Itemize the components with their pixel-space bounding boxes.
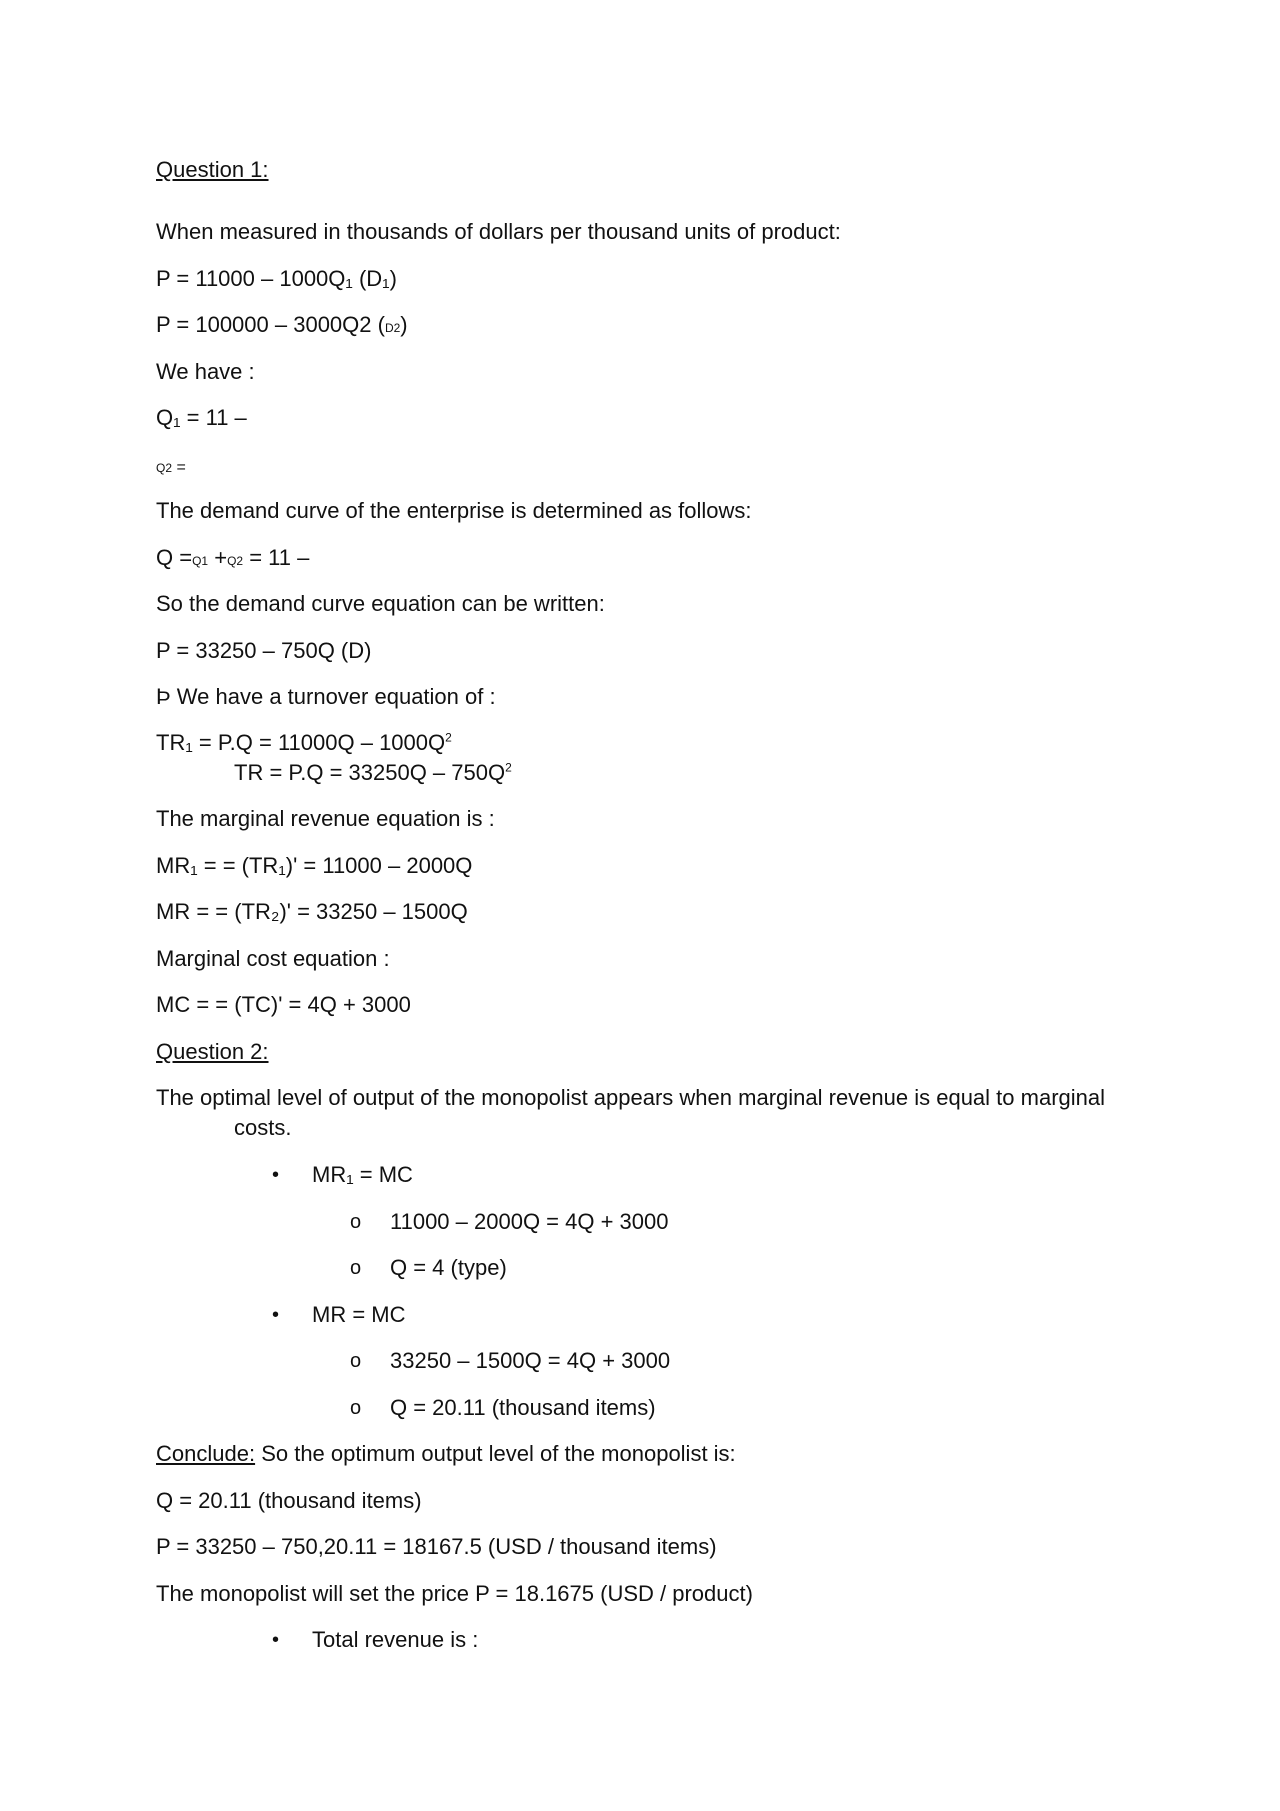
conclude-label: Conclude:	[156, 1441, 256, 1466]
bullet-mr-mc: MR = MC	[312, 1302, 406, 1327]
bullet-icon: •	[272, 1164, 280, 1186]
question-2-heading: Question 2:	[156, 1039, 269, 1064]
marginal-cost-intro: Marginal cost equation :	[156, 946, 390, 971]
demand-equation-d1: P = 11000 – 1000Q₁ (D₁)	[156, 266, 397, 291]
q2-equation: Q2 =	[156, 459, 186, 476]
sub-bullet-q-result: Q = 20.11 (thousand items)	[390, 1395, 656, 1420]
sub-bullet-icon: o	[350, 1350, 362, 1372]
demand-equation-d2: P = 100000 – 3000Q2 (D2)	[156, 312, 408, 337]
q1-equation: Q₁ = 11 –	[156, 405, 247, 430]
sub-bullet-icon: o	[350, 1257, 362, 1279]
quantity-result: Q = 20.11 (thousand items)	[156, 1488, 422, 1513]
conclude-paragraph: Conclude: So the optimum output level of the monopolist is:	[156, 1441, 736, 1466]
sub-bullet-icon: o	[350, 1397, 362, 1419]
bullet-icon: •	[272, 1629, 280, 1651]
we-have-label: We have :	[156, 359, 255, 384]
question-1-heading: Question 1:	[156, 157, 269, 182]
optimal-text-line2: costs.	[234, 1115, 292, 1140]
optimal-text-line1: The optimal level of output of the monopolist appears when marginal revenue is equal to marginal	[156, 1085, 1105, 1110]
price-result: P = 33250 – 750,20.11 = 18167.5 (USD / thousand items)	[156, 1534, 717, 1559]
demand-equation: P = 33250 – 750Q (D)	[156, 638, 372, 663]
bullet-mr1-mc: MR₁ = MC	[312, 1162, 413, 1187]
mc-equation: MC = = (TC)' = 4Q + 3000	[156, 992, 411, 1017]
sub-bullet-mr1-equation: 11000 – 2000Q = 4Q + 3000	[390, 1209, 669, 1234]
bullet-total-revenue: Total revenue is :	[312, 1627, 479, 1652]
demand-written-text: So the demand curve equation can be written:	[156, 591, 605, 616]
mr1-equation: MR₁ = = (TR₁)' = 11000 – 2000Q	[156, 853, 473, 878]
total-quantity-equation: Q =Q1 +Q2 = 11 –	[156, 545, 310, 570]
turnover-intro: Þ We have a turnover equation of :	[156, 684, 496, 709]
mr-equation: MR = = (TR₂)' = 33250 – 1500Q	[156, 899, 468, 924]
price-set-text: The monopolist will set the price P = 18.1675 (USD / product)	[156, 1581, 753, 1606]
marginal-revenue-intro: The marginal revenue equation is :	[156, 806, 495, 831]
intro-text: When measured in thousands of dollars per thousand units of product:	[156, 219, 841, 244]
sub-bullet-icon: o	[350, 1211, 362, 1233]
demand-curve-intro: The demand curve of the enterprise is determined as follows:	[156, 498, 752, 523]
tr-equation: TR = $P.Q = 33250Q - 750Q^2$	[234, 760, 512, 785]
bullet-icon: •	[272, 1304, 280, 1326]
sub-bullet-mr-equation: 33250 – 1500Q = 4Q + 3000	[390, 1348, 671, 1373]
tr1-equation: $TR_1 = P.Q = 11000Q - 1000Q^2$	[156, 730, 452, 755]
sub-bullet-q1-result: Q = 4 (type)	[390, 1255, 507, 1280]
